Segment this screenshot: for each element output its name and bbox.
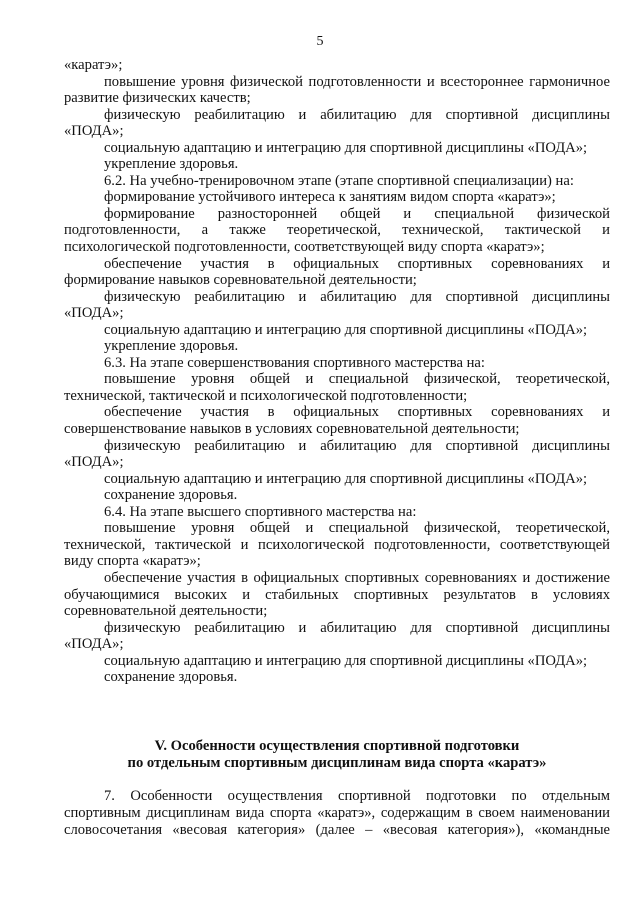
paragraph: укрепление здоровья. bbox=[104, 338, 239, 355]
paragraph: повышение уровня физической подготовленности и всестороннее гармоничное развитие физических качеств; bbox=[64, 73, 610, 107]
paragraph: повышение уровня общей и специальной физической, теоретической, технической, тактической и психологической подготовленности; bbox=[64, 371, 610, 404]
body-text bbox=[64, 57, 610, 686]
section-heading bbox=[64, 738, 610, 772]
paragraph: физическую реабилитацию и абилитацию для спортивной дисциплины «ПОДА»; bbox=[64, 619, 610, 653]
paragraph: социальную адаптацию и интеграцию для спортивной дисциплины «ПОДА»; bbox=[104, 652, 588, 669]
paragraph: социальную адаптацию и интеграцию для спортивной дисциплины «ПОДА»; bbox=[104, 470, 588, 487]
section-heading-line-2: по отдельным спортивным дисциплинам вида спорта «каратэ» bbox=[127, 755, 547, 771]
section-paragraph: 7. Особенности осуществления спортивной подготовки по отдельным спортивным дисциплинам вида спорта «каратэ», содержащим в своем наименовании словосочетания «весовая категория» (далее – «весовая категория»), «командные bbox=[64, 788, 610, 838]
paragraph: обеспечение участия в официальных спортивных соревнованиях и совершенствование навыков в условиях соревновательной деятельности; bbox=[64, 404, 610, 438]
paragraph: обеспечение участия в официальных спортивных соревнованиях и формирование навыков соревновательной деятельности; bbox=[64, 255, 610, 289]
paragraph: социальную адаптацию и интеграцию для спортивной дисциплины «ПОДА»; bbox=[104, 321, 588, 338]
section-body-text bbox=[64, 788, 610, 838]
paragraph: сохранение здоровья. bbox=[104, 487, 238, 504]
paragraph: повышение уровня общей и специальной физической, теоретической, технической, тактической и психологической подготовленности, соответствующей виду спорта «каратэ»; bbox=[64, 520, 610, 570]
paragraph: социальную адаптацию и интеграцию для спортивной дисциплины «ПОДА»; bbox=[104, 139, 588, 156]
paragraph: 6.4. На этапе высшего спортивного мастерства на: bbox=[104, 503, 417, 520]
paragraph: «каратэ»; bbox=[64, 57, 123, 73]
paragraph: укрепление здоровья. bbox=[104, 156, 239, 173]
paragraph: 6.3. На этапе совершенствования спортивного мастерства на: bbox=[104, 354, 485, 371]
page-number: 5 bbox=[316, 34, 324, 49]
paragraph: сохранение здоровья. bbox=[104, 669, 238, 686]
paragraph: формирование устойчивого интереса к занятиям видом спорта «каратэ»; bbox=[104, 189, 556, 206]
paragraph: физическую реабилитацию и абилитацию для спортивной дисциплины «ПОДА»; bbox=[64, 437, 610, 471]
section-heading-line-1: V. Особенности осуществления спортивной подготовки bbox=[154, 738, 520, 754]
paragraph: физическую реабилитацию и абилитацию для спортивной дисциплины «ПОДА»; bbox=[64, 288, 610, 322]
paragraph: обеспечение участия в официальных спортивных соревнованиях и достижение обучающимися высоких и стабильных спортивных результатов в условиях соревновательной деятельности; bbox=[64, 569, 610, 620]
paragraph: формирование разносторонней общей и специальной физической подготовленности, а также теоретической, технической, тактической и психологической подготовленности, соответствующей виду спорта «каратэ»; bbox=[64, 205, 610, 256]
paragraph: физическую реабилитацию и абилитацию для спортивной дисциплины «ПОДА»; bbox=[64, 106, 610, 140]
paragraph: 6.2. На учебно-тренировочном этапе (этапе спортивной специализации) на: bbox=[104, 172, 574, 189]
